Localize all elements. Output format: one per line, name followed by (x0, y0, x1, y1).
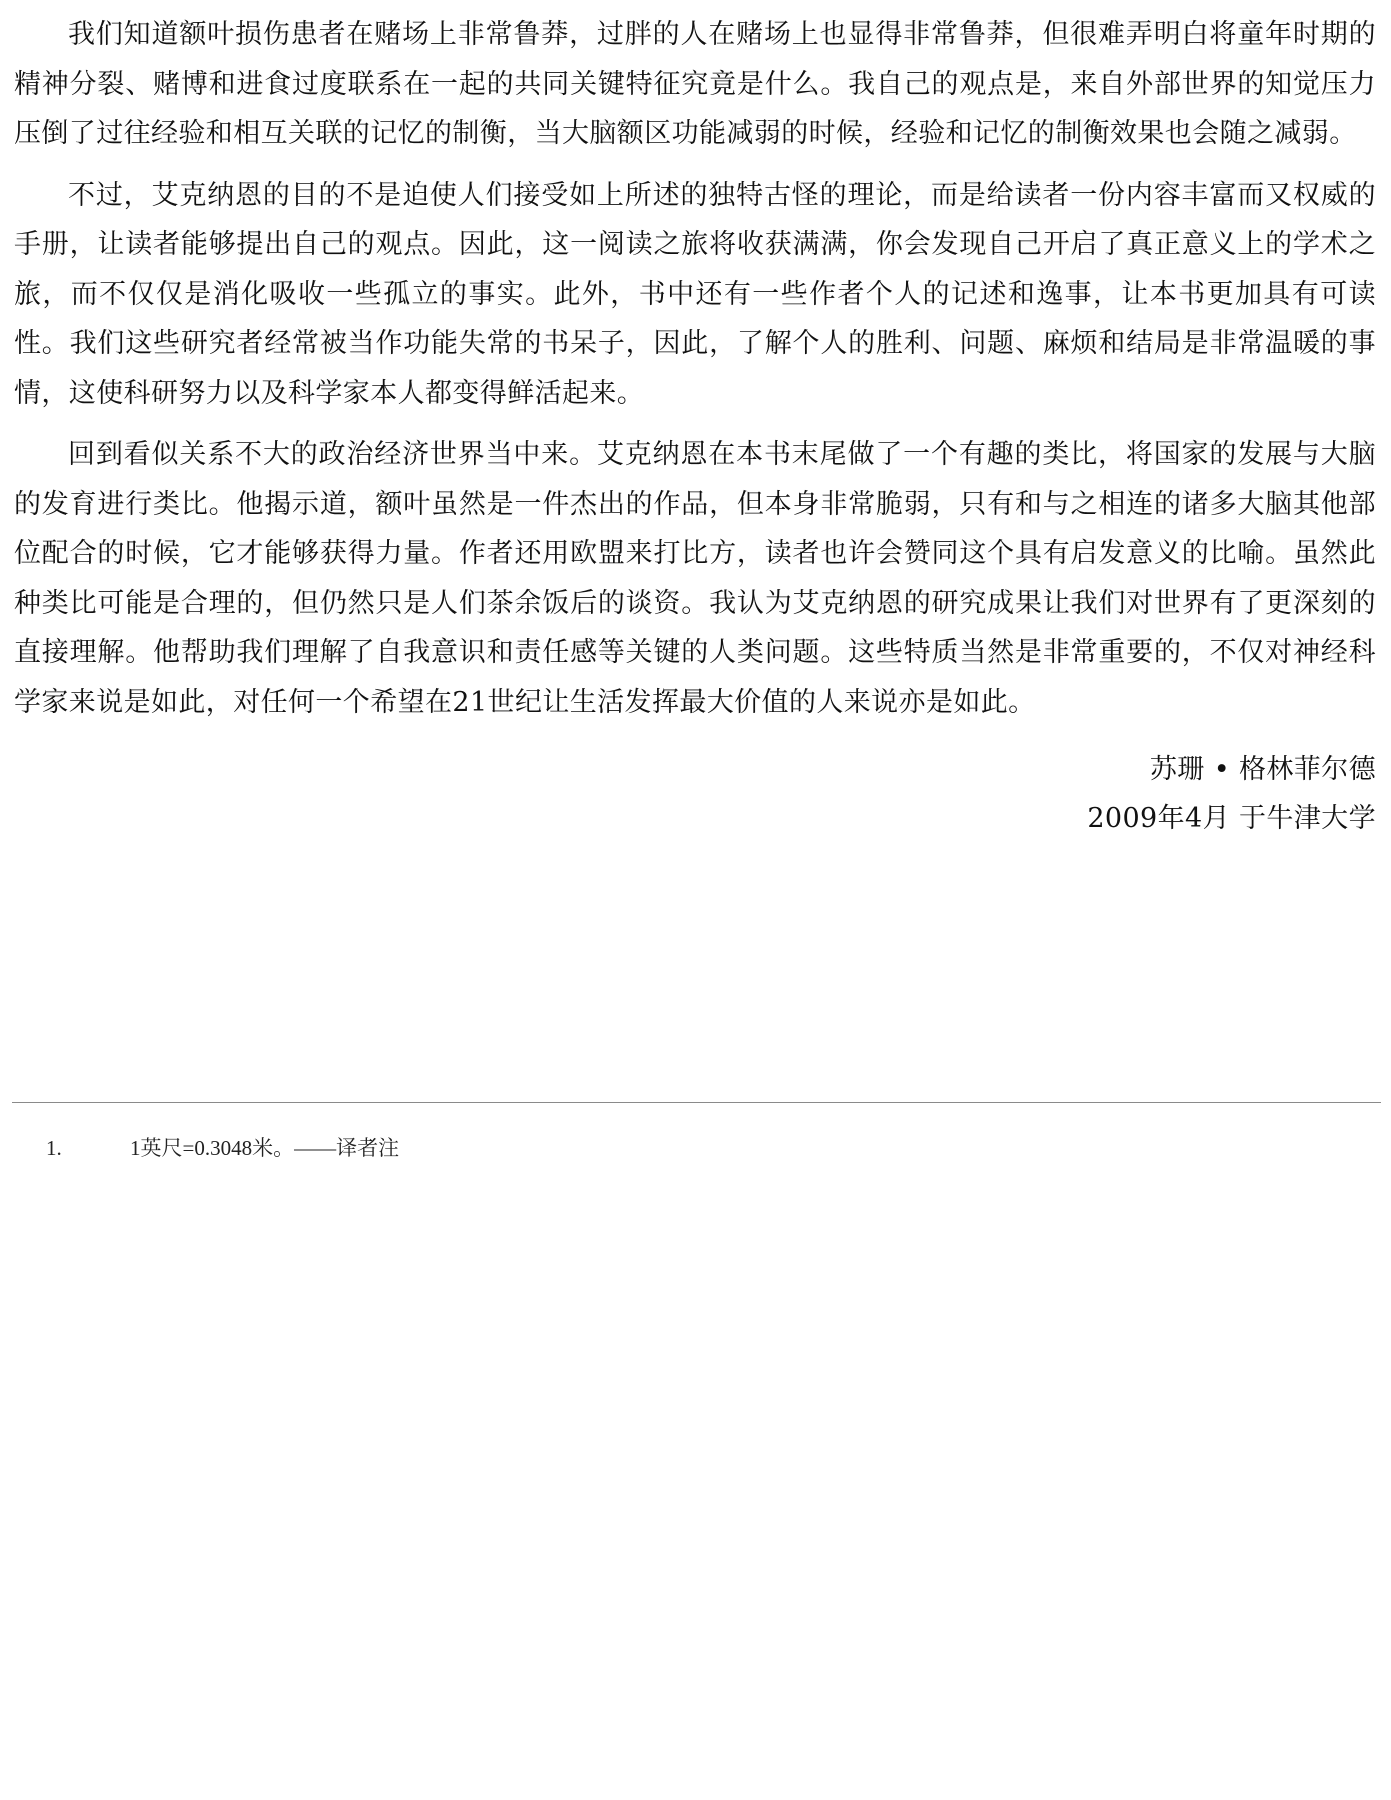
paragraph-1: 我们知道额叶损伤患者在赌场上非常鲁莽，过胖的人在赌场上也显得非常鲁莽，但很难弄明白将童年时期的精神分裂、赌博和进食过度联系在一起的共同关键特征究竟是什么。我自己的观点是，来自外部世界的知觉压力压倒了过往经验和相互关联的记忆的制衡，当大脑额区功能减弱的时候，经验和记忆的制衡效果也会随之减弱。 (14, 19, 1376, 149)
signature-date-place: 2009年4月 于牛津大学 (1087, 803, 1376, 834)
footnote-number: 1. (46, 1136, 62, 1160)
signature-author: 苏珊 • 格林菲尔德 (1149, 754, 1376, 785)
footnote (46, 1134, 399, 1162)
signature-block (14, 745, 1376, 843)
paragraph-3: 回到看似关系不大的政治经济世界当中来。艾克纳恩在本书末尾做了一个有趣的类比，将国家的发展与大脑的发育进行类比。他揭示道，额叶虽然是一件杰出的作品，但本身非常脆弱，只有和与之相连的诸多大脑其他部位配合的时候，它才能够获得力量。作者还用欧盟来打比方，读者也许会赞同这个具有启发意义的比喻。虽然此种类比可能是合理的，但仍然只是人们茶余饭后的谈资。我认为艾克纳恩的研究成果让我们对世界有了更深刻的直接理解。他帮助我们理解了自我意识和责任感等关键的人类问题。这些特质当然是非常重要的，不仅对神经科学家来说是如此，对任何一个希望在21世纪让生活发挥最大价值的人来说亦是如此。 (14, 439, 1376, 718)
body-text (14, 10, 1376, 843)
footnote-text: 1英尺=0.3048米。——译者注 (130, 1136, 400, 1160)
paragraph-2: 不过，艾克纳恩的目的不是迫使人们接受如上所述的独特古怪的理论，而是给读者一份内容丰富而又权威的手册，让读者能够提出自己的观点。因此，这一阅读之旅将收获满满，你会发现自己开启了真正意义上的学术之旅，而不仅仅是消化吸收一些孤立的事实。此外，书中还有一些作者个人的记述和逸事，让本书更加具有可读性。我们这些研究者经常被当作功能失常的书呆子，因此，了解个人的胜利、问题、麻烦和结局是非常温暖的事情，这使科研努力以及科学家本人都变得鲜活起来。 (14, 179, 1376, 409)
footnote-divider (12, 1102, 1381, 1103)
